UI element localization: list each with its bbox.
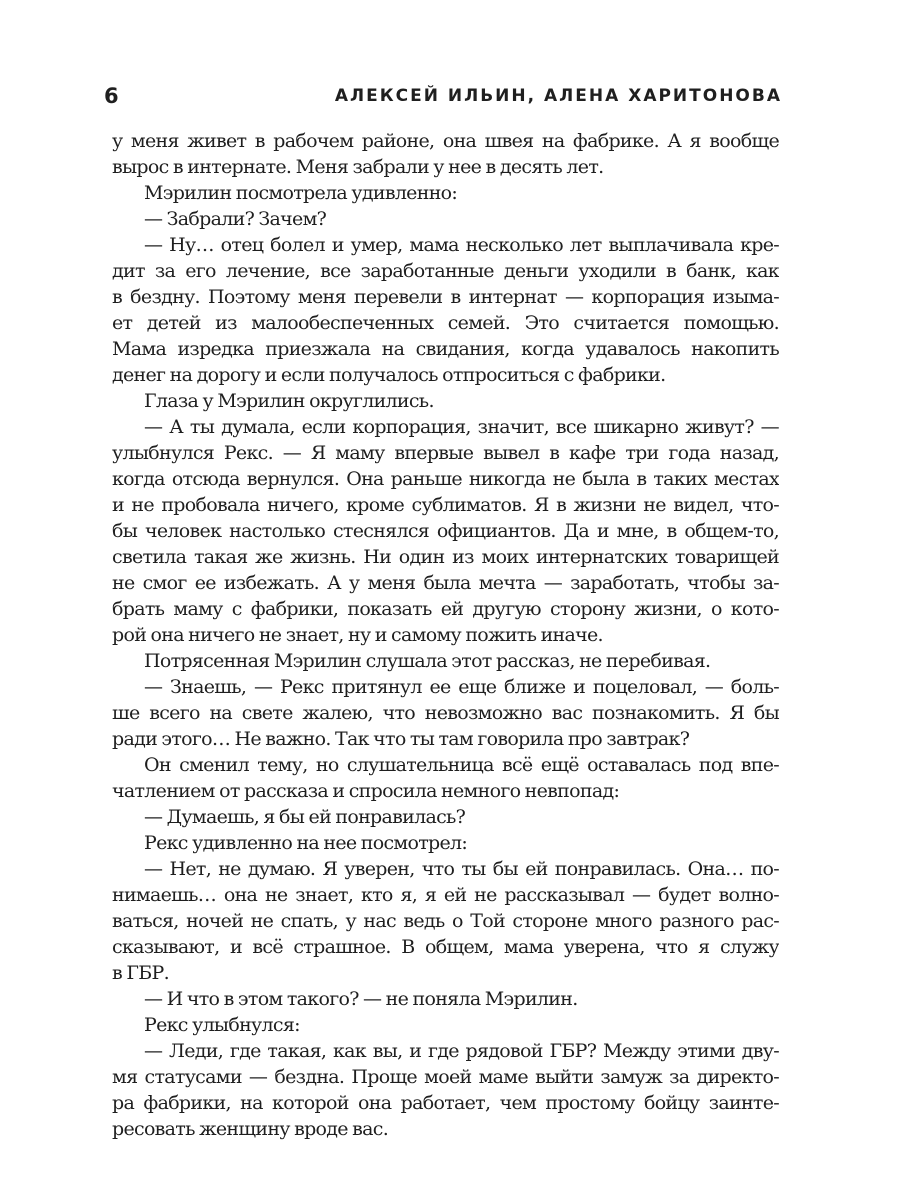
page-number: 6: [104, 84, 120, 108]
text-line: — И что в этом такого? — не поняла Мэрилин.: [144, 988, 578, 1010]
text-line: светила такая же жизнь. Ни один из моих интернатских товарищей: [112, 546, 779, 568]
text-line: улыбнулся Рекс. — Я маму впервые вывел в кафе три года назад,: [112, 442, 779, 464]
text-line: брать маму с фабрики, показать ей другую сторону жизни, о кото-: [112, 598, 779, 620]
text-line: Он сменил тему, но слушательница всё ещё оставалась под впе-: [144, 754, 779, 776]
text-line: не смог ее избежать. А у меня была мечта — заработать, чтобы за-: [112, 572, 779, 594]
text-line: дит за его лечение, все заработанные деньги уходили в банк, как: [112, 260, 779, 282]
text-line: — Забрали? Зачем?: [144, 208, 327, 230]
running-head: АЛЕКСЕЙ ИЛЬИН, АЛЕНА ХАРИТОНОВА: [334, 86, 782, 106]
text-line: Глаза у Мэрилин округлились.: [144, 390, 434, 412]
text-line: Мэрилин посмотрела удивленно:: [144, 182, 458, 204]
text-line: рой она ничего не знает, ну и самому пожить иначе.: [112, 624, 603, 646]
text-line: ет детей из малообеспеченных семей. Это считается помощью.: [112, 312, 779, 334]
text-line: ресовать женщину вроде вас.: [112, 1118, 389, 1140]
text-line: и не пробовала ничего, кроме сублиматов. Я в жизни не видел, что-: [112, 494, 779, 516]
text-line: Потрясенная Мэрилин слушала этот рассказ, не перебивая.: [144, 650, 711, 672]
text-line: у меня живет в рабочем районе, она швея на фабрике. А я вообще: [112, 130, 779, 152]
text-line: — Знаешь, — Рекс притянул ее еще ближе и поцеловал, — боль-: [144, 676, 779, 698]
text-line: в бездну. Поэтому меня перевели в интернат — корпорация изыма-: [112, 286, 779, 308]
text-line: — Ну… отец болел и умер, мама несколько лет выплачивала кре-: [144, 234, 779, 256]
text-line: сказывают, и всё страшное. В общем, мама уверена, что я служу: [112, 936, 779, 958]
text-line: ради этого… Не важно. Так что ты там говорила про завтрак?: [112, 728, 690, 750]
text-line: Рекс удивленно на нее посмотрел:: [144, 832, 468, 854]
text-line: ваться, ночей не спать, у нас ведь о Той стороне много разного рас-: [112, 910, 779, 932]
text-line: в ГБР.: [112, 962, 169, 984]
text-line: — Нет, не думаю. Я уверен, что ты бы ей понравилась. Она… по-: [144, 858, 779, 880]
text-line: бы человек настолько стеснялся официантов. Да и мне, в общем-то,: [112, 520, 779, 542]
text-line: — Леди, где такая, как вы, и где рядовой ГБР? Между этими дву-: [144, 1040, 779, 1062]
text-line: — Думаешь, я бы ей понравилась?: [144, 806, 466, 828]
text-line: чатлением от рассказа и спросила немного невпопад:: [112, 780, 620, 802]
text-line: ра фабрики, на которой она работает, чем простому бойцу заинте-: [112, 1092, 779, 1114]
text-line: мя статусами — бездна. Проще моей маме выйти замуж за директо-: [112, 1066, 779, 1088]
text-line: Рекс улыбнулся:: [144, 1014, 300, 1036]
text-line: когда отсюда вернулся. Она раньше никогда не была в таких местах: [112, 468, 779, 490]
body-text: [112, 128, 779, 1142]
text-line: — А ты думала, если корпорация, значит, все шикарно живут? —: [144, 416, 779, 438]
text-line: денег на дорогу и если получалось отпроситься с фабрики.: [112, 364, 666, 386]
text-line: нимаешь… она не знает, кто я, я ей не рассказывал — будет волно-: [112, 884, 779, 906]
text-line: вырос в интернате. Меня забрали у нее в десять лет.: [112, 156, 604, 178]
text-line: Мама изредка приезжала на свидания, когда удавалось накопить: [112, 338, 779, 360]
text-line: ше всего на свете жалею, что невозможно вас познакомить. Я бы: [112, 702, 779, 724]
